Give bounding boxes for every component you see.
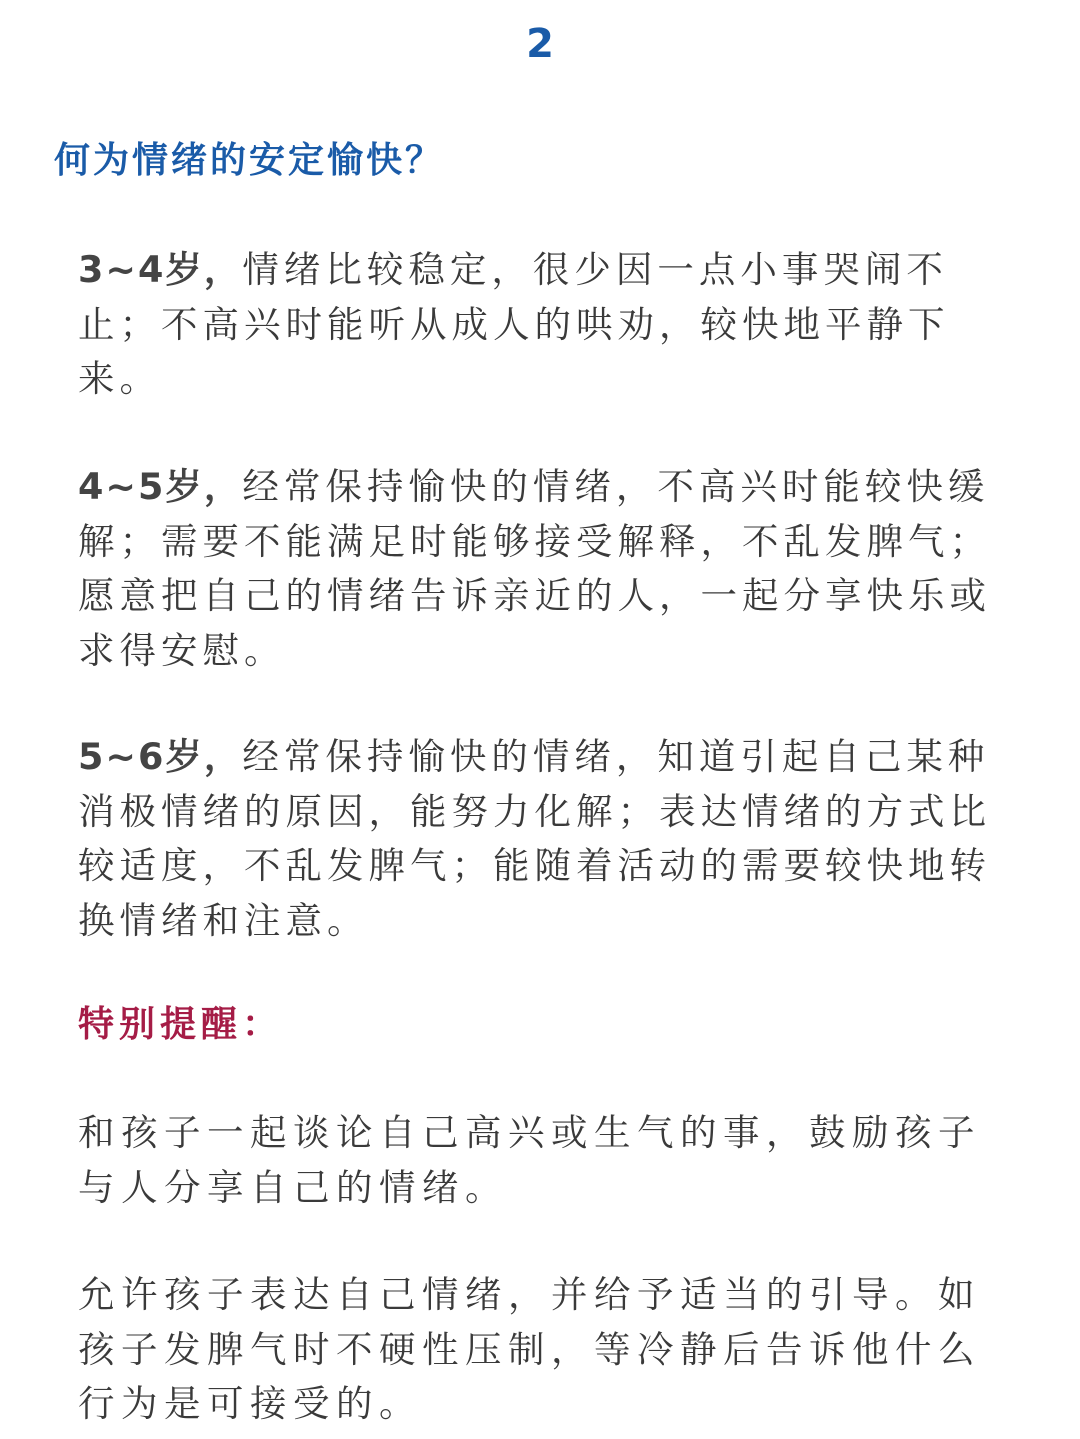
age-paragraph-5-6: [78, 730, 1008, 948]
tip-item: 允许孩子表达自己情绪，并给予适当的引导。如孩子发脾气时不硬性压制，等冷静后告诉他什么行为是可接受的。: [78, 1273, 981, 1425]
age-paragraph-3-4: [78, 243, 1008, 407]
section-title: 何为情绪的安定愉快？: [54, 140, 445, 181]
tips-heading: 特别提醒：: [78, 1004, 284, 1045]
age-description: 经常保持愉快的情绪，不高兴时能较快缓解；需要不能满足时能够接受解释，不乱发脾气；愿意把自己的情绪告诉亲近的人，一起分享快乐或求得安慰。: [78, 465, 991, 672]
age-description: 情绪比较稳定，很少因一点小事哭闹不止；不高兴时能听从成人的哄劝，较快地平静下来。: [78, 248, 950, 400]
age-paragraph-4-5: [78, 460, 1008, 678]
age-label: 5~6岁，: [78, 735, 243, 778]
tip-item: 和孩子一起谈论自己高兴或生气的事，鼓励孩子与人分享自己的情绪。: [78, 1111, 981, 1209]
age-description: 经常保持愉快的情绪，知道引起自己某种消极情绪的原因，能努力化解；表达情绪的方式比较适度，不乱发脾气；能随着活动的需要较快地转换情绪和注意。: [78, 735, 991, 942]
age-label: 3~4岁，: [78, 248, 243, 291]
section-number: 2: [526, 21, 554, 67]
age-label: 4~5岁，: [78, 465, 243, 508]
